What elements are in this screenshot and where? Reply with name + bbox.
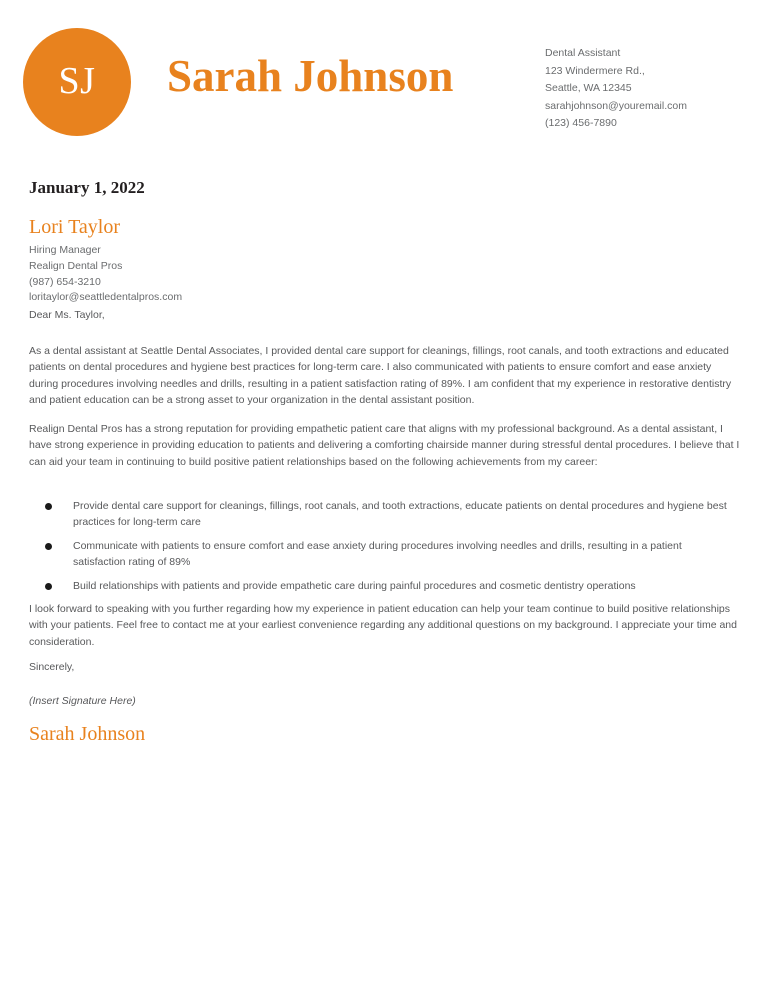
- letter-paragraph-2: Realign Dental Pros has a strong reputation for providing empathetic patient care that aligns with my professional background. As a dental assistant, I have strong experience in providing education to patients and delivering a comforting chairside manner during stressful dental procedures. I believe that I can aid your team in continuing to build positive patient relationships based on the following achievements from my career:: [29, 423, 740, 468]
- recipient-email: loritaylor@seattledentalpros.com: [29, 291, 183, 304]
- recipient-name: Lori Taylor: [29, 216, 120, 238]
- applicant-name-heading: Sarah Johnson: [167, 51, 454, 101]
- bullet-icon: [45, 583, 52, 590]
- monogram-initials: SJ: [58, 60, 96, 102]
- achievement-text: Build relationships with patients and provide empathetic care during painful procedures and cosmetic dentistry operations: [73, 579, 636, 592]
- letter-paragraph-3: I look forward to speaking with you further regarding how my experience in patient education can help your team continue to build positive relationships with your patients. Feel free to contact me at your earliest convenience regarding any additional questions on my background. I appreciate your time and consideration.: [29, 603, 737, 648]
- achievements-list: [41, 498, 731, 601]
- recipient-title: Hiring Manager: [29, 244, 101, 256]
- letter-header: [0, 0, 768, 160]
- applicant-job-title: Dental Assistant: [545, 47, 621, 59]
- recipient-block: [29, 215, 449, 306]
- applicant-address-line1: 123 Windermere Rd.,: [545, 64, 645, 77]
- recipient-company: Realign Dental Pros: [29, 259, 123, 272]
- applicant-address-line2: Seattle, WA 12345: [545, 82, 632, 94]
- achievement-text: Communicate with patients to ensure comfort and ease anxiety during procedures involving needles and drills, resulting in a patient satisfaction rating of 89%: [73, 539, 682, 569]
- recipient-phone: (987) 654-3210: [29, 275, 101, 288]
- list-item: [41, 578, 731, 594]
- signature-name: Sarah Johnson: [29, 723, 146, 745]
- list-item: [41, 498, 731, 531]
- applicant-phone: (123) 456-7890: [545, 117, 617, 129]
- applicant-email: sarahjohnson@youremail.com: [545, 99, 687, 112]
- list-item: [41, 538, 731, 571]
- applicant-contact-block: [545, 45, 687, 133]
- bullet-icon: [45, 503, 52, 510]
- letter-closing: Sincerely,: [29, 661, 75, 673]
- letter-salutation: Dear Ms. Taylor,: [29, 309, 105, 321]
- bullet-icon: [45, 543, 52, 550]
- letter-paragraph-1: As a dental assistant at Seattle Dental Associates, I provided dental care support for cleanings, fillings, root canals, and tooth extractions and educated patients on dental procedures and hygiene best practices for long-term care. I also communicated with patients to ensure comfort and ease anxiety during procedures involving needles and drills, resulting in a patient satisfaction rating of 89%. I am confident that my experience in restorative dentistry and patient education can be a strong asset to your organization in the dental assistant position.: [29, 345, 732, 407]
- signature-placeholder: (Insert Signature Here): [29, 695, 136, 707]
- achievement-text: Provide dental care support for cleanings, fillings, root canals, and tooth extractions, educate patients on dental procedures and hygiene best practices for long-term care: [73, 500, 727, 529]
- letter-date: January 1, 2022: [29, 178, 145, 197]
- monogram-avatar: [23, 28, 131, 136]
